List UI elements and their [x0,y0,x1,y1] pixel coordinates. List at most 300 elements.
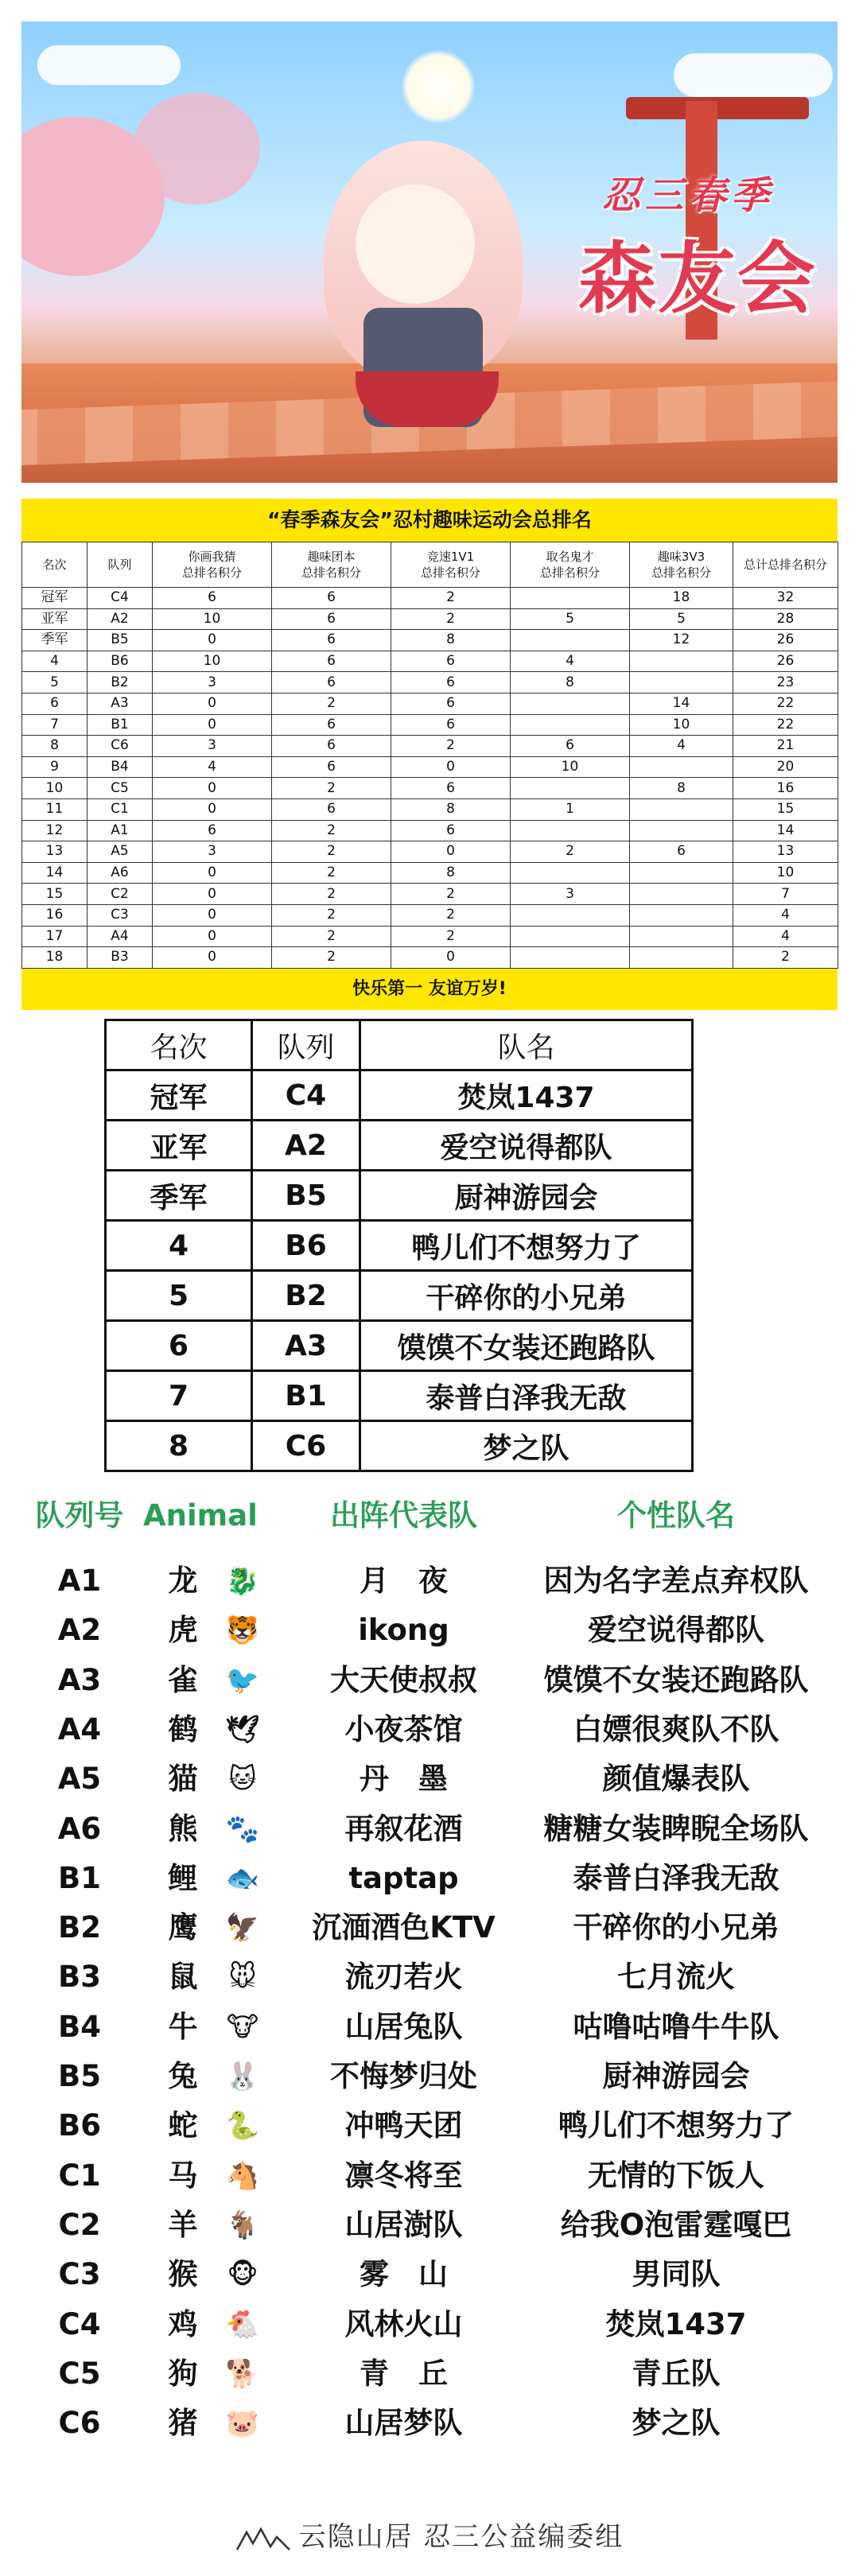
ranking-row [106,1171,693,1221]
team-list-header-label: 个性队名 [617,1498,735,1533]
score-cell: 2 [391,926,511,947]
team-row [0,2151,859,2201]
team-animal: 鸡 [168,2306,198,2341]
score-cell: 6 [272,756,391,778]
score-cell: 2 [511,841,630,863]
character-skirt [356,371,499,427]
ranking-cell: 季军 [106,1171,252,1221]
score-cell: 4 [733,926,838,947]
banner-title [578,149,817,348]
sun-decoration [402,50,475,123]
score-cell: 0 [153,714,272,736]
score-cell: 22 [733,714,838,736]
team-row [0,2300,859,2349]
score-cell [511,904,630,926]
score-cell: B4 [87,756,153,778]
team-name: 白嫖很爽队不队 [573,1712,779,1746]
score-cell: 10 [733,862,838,884]
score-cell: 2 [272,947,391,969]
cloud-decoration [37,45,181,85]
animal-icon: 🐰 [225,2061,260,2092]
score-cell: A2 [87,608,153,630]
team-row [0,1952,859,2002]
score-cell: 18 [630,588,733,609]
animal-icon: 🕊 [225,1713,260,1746]
team-row [0,1656,859,1705]
ranking-cell: B5 [252,1171,360,1221]
team-row [0,1903,859,1952]
score-cell: 3 [153,672,272,694]
team-code: B3 [58,1960,101,1995]
score-cell: 0 [153,904,272,926]
score-cell: B6 [87,651,153,672]
score-table-row [22,862,838,884]
team-code: A2 [57,1613,102,1648]
score-column-header: 取名鬼才 总排名积分 [511,542,630,588]
score-cell: 23 [733,672,838,694]
score-cell [630,651,733,672]
team-name: 梦之队 [632,2406,721,2441]
score-cell: 0 [391,841,511,863]
animal-icon: 🐕 [225,2357,260,2390]
team-row [0,1556,859,1606]
score-cell: C4 [87,588,153,609]
team-animal: 鼠 [168,1960,198,1995]
team-row [0,1854,859,1903]
ranking-cell: B2 [252,1271,360,1321]
ranking-column-header: 队名 [360,1020,693,1070]
score-cell: 4 [153,756,272,778]
animal-icon: 🐵 [227,2259,258,2291]
score-cell [511,862,630,884]
team-code: A6 [57,1811,102,1846]
score-cell [630,904,733,926]
score-cell: 6 [391,778,511,799]
ranking-cell: 冠军 [106,1070,252,1121]
score-table-row [22,672,838,694]
score-cell: 6 [511,736,630,757]
score-cell: 2 [272,862,391,884]
score-cell [630,884,733,905]
score-cell: 0 [153,778,272,799]
score-table-row [22,884,838,905]
score-cell: 16 [733,778,838,799]
team-name: 厨神游园会 [602,2059,750,2093]
score-cell: 6 [391,714,511,736]
score-table-row [22,608,838,630]
score-cell: 6 [153,820,272,841]
score-cell: 4 [630,736,733,757]
score-cell: 15 [22,884,87,905]
ranking-column-header: 队列 [252,1020,360,1070]
score-cell [511,714,630,736]
score-cell: 6 [22,693,87,714]
score-cell [511,588,630,609]
score-table-header-row [22,542,838,588]
score-cell: 0 [153,693,272,714]
animal-icon: 🐦 [225,1664,260,1696]
score-cell: 2 [272,820,391,841]
score-cell: 5 [22,672,87,694]
score-cell: 14 [733,820,838,841]
score-cell [630,756,733,778]
banner-main-title: 森友会 [578,234,818,324]
animal-icon: 🐮 [226,2011,259,2043]
animal-icon: 🐴 [225,2159,260,2192]
team-name: 咕噜咕噜牛牛队 [573,2009,779,2044]
team-name: 糖糖女装睥睨全场队 [543,1811,809,1846]
team-row [0,2349,859,2399]
score-cell: 4 [511,651,630,672]
score-cell: A5 [87,841,153,863]
torii-gate-top [626,97,809,119]
ranking-cell: 厨神游园会 [360,1171,693,1221]
score-table-row [22,904,838,926]
score-cell: A6 [87,862,153,884]
ranking-column-header: 名次 [106,1020,252,1070]
team-representative: ikong [358,1613,449,1648]
banner-subtitle: 忍三春季 [602,173,775,218]
score-cell: 6 [272,736,391,757]
score-cell [511,926,630,947]
team-animal: 羊 [168,2207,198,2242]
ranking-cell: 馍馍不女装还跑路队 [360,1321,693,1371]
team-animal: 鲤 [168,1860,198,1895]
ranking-cell: 亚军 [106,1121,252,1171]
team-animal: 蛇 [168,2108,198,2143]
score-cell: 1 [511,798,630,820]
score-cell: C1 [87,798,153,820]
score-table-row [22,588,838,609]
team-code: A1 [57,1564,102,1598]
ranking-cell: 7 [106,1371,252,1421]
ranking-cell: 焚岚1437 [360,1070,693,1121]
ranking-row [106,1321,693,1371]
team-representative: taptap [348,1860,459,1895]
score-cell: 10 [630,714,733,736]
score-table-title: “春季森友会”忍村趣味运动会总排名 [21,499,838,542]
team-representative: 沉湎酒色KTV [312,1910,496,1945]
team-list-header-label: 出阵代表队 [330,1498,477,1533]
score-cell: 10 [153,651,272,672]
score-table-row [22,798,838,820]
score-cell: 6 [391,651,511,672]
score-column-header: 趣味团本 总排名积分 [272,542,391,588]
score-table-row [22,756,838,778]
score-cell: 2 [391,588,511,609]
score-cell: 4 [733,904,838,926]
team-representative: 再叙花酒 [344,1811,463,1846]
ranking-cell: A3 [252,1321,360,1371]
score-cell: 26 [733,651,838,672]
score-cell: 6 [272,608,391,630]
team-name: 青丘队 [632,2356,721,2391]
score-cell: 0 [153,947,272,969]
ranking-row [106,1371,693,1421]
team-name: 爱空说得都队 [588,1613,764,1648]
score-cell: B5 [87,630,153,651]
team-list-header-label: Animal [143,1498,258,1533]
score-table [21,499,838,1010]
score-cell [511,693,630,714]
score-table-row [22,926,838,947]
team-name: 因为名字差点弃权队 [543,1564,809,1598]
ranking-cell: 5 [106,1271,252,1321]
team-representative: 青 丘 [360,2356,448,2391]
team-code: A5 [57,1762,102,1797]
team-animal: 龙 [168,1564,198,1598]
ranking-row [106,1221,693,1271]
score-cell [630,947,733,969]
team-animal: 兔 [168,2059,198,2093]
team-animal: 狗 [168,2356,198,2391]
team-representative: 流刃若火 [344,1960,463,1995]
score-cell: B1 [87,714,153,736]
score-cell [630,820,733,841]
score-cell: 32 [733,588,838,609]
score-cell: 14 [22,862,87,884]
score-cell [630,862,733,884]
team-animal: 马 [168,2158,198,2193]
team-row [0,1754,859,1804]
ranking-cell: 干碎你的小兄弟 [360,1271,693,1321]
score-cell: 6 [391,693,511,714]
animal-icon: 🐯 [225,1614,260,1647]
team-animal: 猪 [168,2406,198,2441]
team-code: B5 [58,2059,101,2093]
score-cell: 6 [272,651,391,672]
animal-icon: 🐱 [228,1763,257,1796]
score-cell: 22 [733,693,838,714]
team-animal: 牛 [168,2009,198,2044]
ranking-cell: C6 [252,1421,360,1471]
score-cell: 2 [272,884,391,905]
score-cell: 7 [22,714,87,736]
score-cell: C2 [87,884,153,905]
score-cell: 7 [733,884,838,905]
team-representative: 大天使叔叔 [330,1662,477,1697]
score-cell: 6 [391,672,511,694]
ranking-cell: 6 [106,1321,252,1371]
score-table-row [22,820,838,841]
team-list-header-label: 队列号 [35,1498,124,1533]
score-cell: 8 [22,736,87,757]
score-cell: 28 [733,608,838,630]
score-table-row [22,947,838,969]
score-cell: 0 [391,756,511,778]
score-table-row [22,736,838,757]
score-cell: 5 [511,608,630,630]
ranking-cell: 4 [106,1221,252,1271]
score-column-header: 队列 [87,542,153,588]
mountain-logo-icon [235,2526,291,2551]
team-representative: 山居澍队 [344,2207,463,2242]
score-cell: 6 [272,798,391,820]
score-cell: 10 [511,756,630,778]
score-cell [511,820,630,841]
score-cell: 26 [733,630,838,651]
team-row [0,1606,859,1655]
score-cell: 2 [391,736,511,757]
animal-icon: 🐭 [228,1961,257,1994]
team-name: 焚岚1437 [605,2306,747,2341]
team-representative: 风林火山 [344,2306,463,2341]
team-row [0,1805,859,1854]
score-cell: 3 [153,841,272,863]
score-cell: 8 [391,862,511,884]
animal-icon: 🐉 [225,1565,260,1597]
team-name: 给我O泡雷霆嘎巴 [560,2207,792,2242]
score-column-header: 你画我猜 总排名积分 [153,542,272,588]
score-table-footer: 快乐第一 友谊万岁! [21,969,838,1010]
score-cell: 12 [22,820,87,841]
score-cell: 17 [22,926,87,947]
score-cell: 9 [22,756,87,778]
score-cell: 0 [153,884,272,905]
score-cell: 21 [733,736,838,757]
score-cell: 3 [511,884,630,905]
score-column-header: 名次 [22,542,87,588]
score-cell: 2 [391,608,511,630]
animal-icon: 🦅 [225,1912,260,1945]
score-column-header: 竞速1V1 总排名积分 [391,542,511,588]
team-code: A4 [57,1712,102,1746]
score-cell: A1 [87,820,153,841]
team-code: B6 [58,2108,101,2143]
score-cell: 0 [153,862,272,884]
ranking-cell: 泰普白泽我无敌 [360,1371,693,1421]
score-cell: B2 [87,672,153,694]
score-cell: 10 [153,608,272,630]
score-cell: 16 [22,904,87,926]
animal-icon: 🐐 [225,2209,260,2241]
team-animal: 鹤 [168,1712,198,1746]
blossom-tree [133,93,260,204]
event-banner [21,21,838,483]
animal-icon: 🐷 [225,2407,260,2440]
ranking-cell: 梦之队 [360,1421,693,1471]
footer-text: 云隐山居 忍三公益编委组 [298,2521,624,2553]
team-code: C2 [58,2207,101,2242]
score-cell: 8 [391,630,511,651]
score-cell: 12 [630,630,733,651]
score-cell: 6 [272,672,391,694]
score-table-row [22,630,838,651]
team-representative: 小夜茶馆 [344,1712,463,1746]
score-column-header: 趣味3V3 总排名积分 [630,542,733,588]
score-cell [511,947,630,969]
score-cell: 2 [272,841,391,863]
team-representative: 山居兔队 [344,2009,463,2044]
score-cell: 6 [272,714,391,736]
score-table-row [22,714,838,736]
ranking-table [104,1019,694,1472]
score-cell: 5 [630,608,733,630]
ranking-row [106,1421,693,1471]
team-name: 泰普白泽我无敌 [573,1860,779,1895]
score-cell: 6 [391,820,511,841]
score-cell: 10 [22,778,87,799]
ranking-header-row [106,1020,693,1070]
score-cell: 13 [22,841,87,863]
team-code: C4 [58,2306,101,2341]
team-animal: 猫 [168,1762,198,1797]
score-cell: C3 [87,904,153,926]
team-name: 鸭儿们不想努力了 [558,2108,794,2143]
score-cell: 11 [22,798,87,820]
score-cell: 2 [391,904,511,926]
team-code: C1 [58,2158,101,2193]
score-cell: A3 [87,693,153,714]
ranking-row [106,1271,693,1321]
score-cell [630,926,733,947]
team-list-header [0,1491,859,1541]
score-cell: 15 [733,798,838,820]
team-row [0,2250,859,2299]
score-cell [630,672,733,694]
ranking-cell: B1 [252,1371,360,1421]
team-animal: 鹰 [168,1910,198,1945]
team-row [0,2052,859,2101]
score-cell: 2 [733,947,838,969]
score-cell: 6 [272,588,391,609]
score-cell: C6 [87,736,153,757]
score-cell: 6 [272,630,391,651]
team-row [0,2399,859,2448]
team-animal: 雀 [168,1662,198,1697]
score-cell: 0 [153,630,272,651]
ranking-cell: C4 [252,1070,360,1121]
score-cell: A4 [87,926,153,947]
team-representative: 不悔梦归处 [330,2059,477,2093]
score-cell: 2 [272,904,391,926]
score-cell: 2 [272,693,391,714]
score-cell: 0 [391,947,511,969]
score-cell: 0 [153,926,272,947]
score-cell: 2 [391,884,511,905]
score-cell: 8 [630,778,733,799]
score-cell: C5 [87,778,153,799]
team-code: B2 [58,1910,101,1945]
team-row [0,2101,859,2151]
score-cell: 14 [630,693,733,714]
team-representative: 凛冬将至 [344,2158,463,2193]
team-name: 无情的下饭人 [588,2158,764,2193]
team-animal: 猴 [168,2257,198,2292]
ranking-cell: A2 [252,1121,360,1171]
team-code: C6 [58,2406,101,2441]
animal-icon: 🐔 [225,2308,260,2341]
score-table-row [22,693,838,714]
team-name: 颜值爆表队 [602,1762,750,1797]
team-representative: 月 夜 [360,1564,448,1598]
team-row [0,2201,859,2250]
team-row [0,2003,859,2052]
score-cell: 3 [153,736,272,757]
team-row [0,1705,859,1754]
score-cell: 0 [153,798,272,820]
team-representative: 冲鸭天团 [344,2108,463,2143]
animal-icon: 🐍 [225,2110,260,2143]
score-table-row [22,841,838,863]
team-code: C5 [58,2356,101,2391]
score-cell [511,778,630,799]
score-cell: 4 [22,651,87,672]
team-code: B4 [58,2009,101,2044]
ranking-row [106,1070,693,1121]
team-name: 七月流火 [617,1960,735,1995]
character-face [356,185,475,304]
